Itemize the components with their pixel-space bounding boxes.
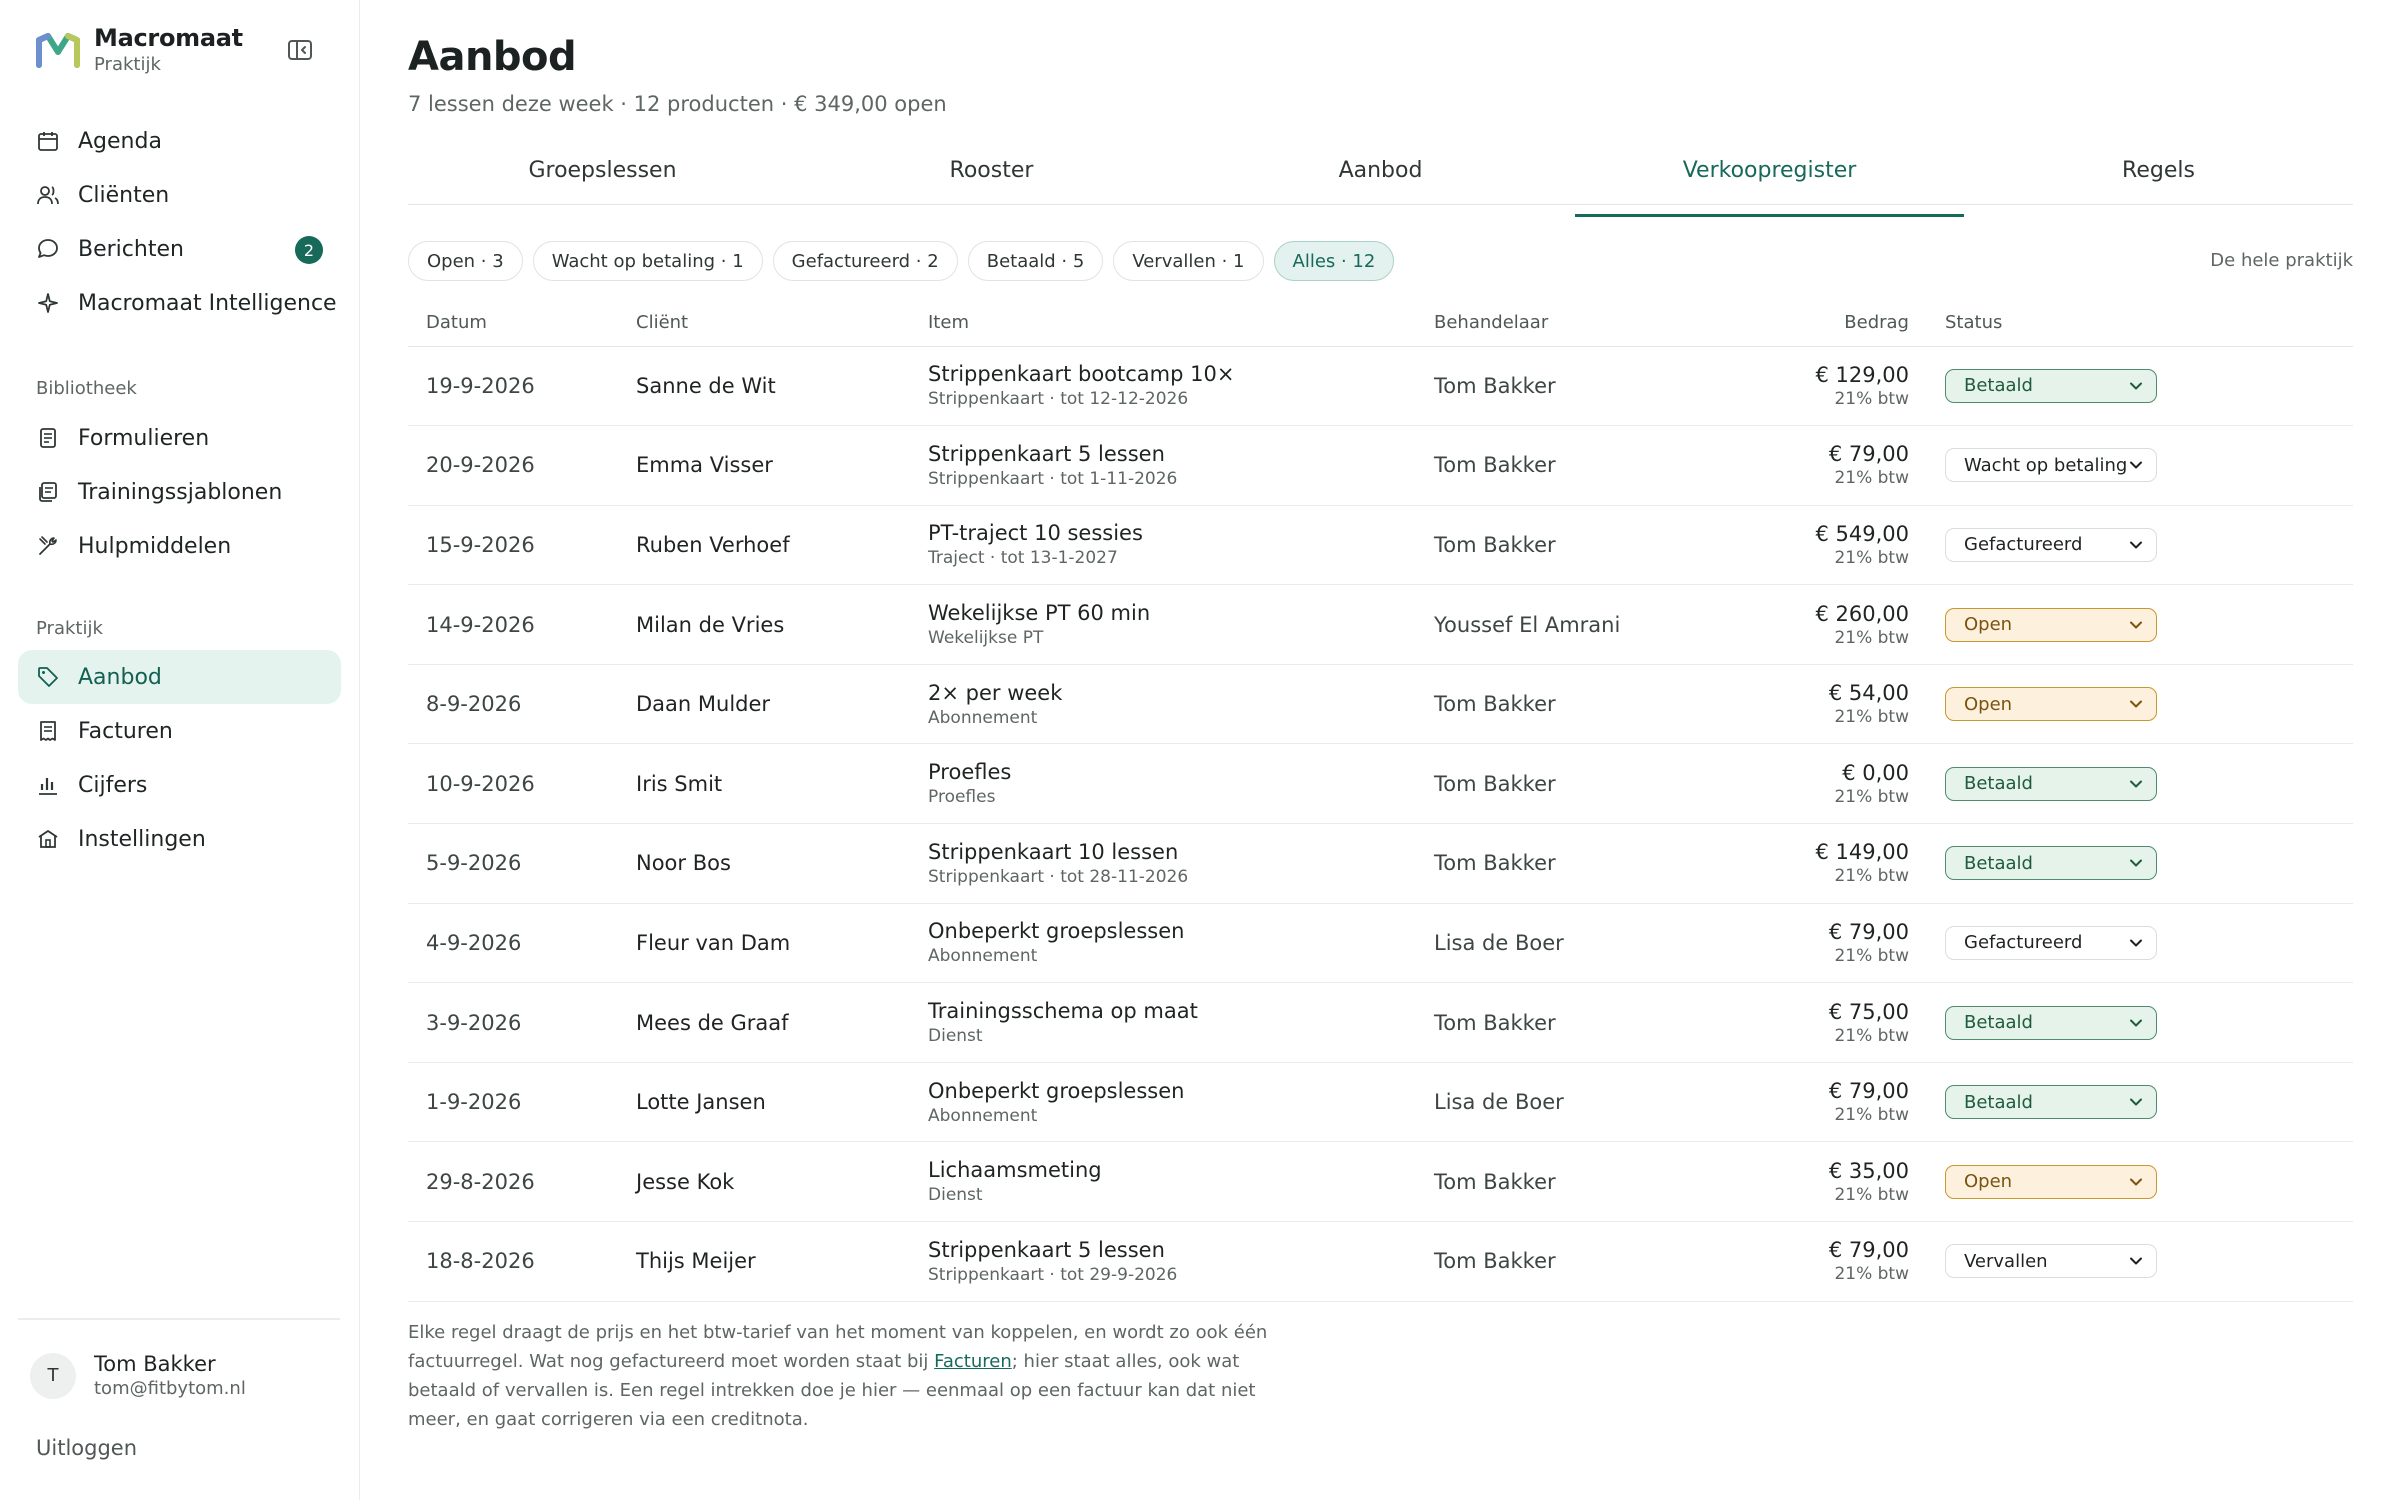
table-row[interactable]: [408, 983, 2353, 1063]
footnote-text: Elke regel draagt de prijs en het btw-tarief van het moment van koppelen, en wordt zo ook één factuurregel. Wat nog gefactureerd moet worden staat bij: [408, 1322, 1268, 1372]
sidebar-item-clienten[interactable]: [18, 168, 341, 222]
chevron-down-icon: [2130, 1178, 2142, 1186]
status-select[interactable]: [1945, 767, 2157, 801]
item-title: Lichaamsmeting: [928, 1158, 1102, 1183]
item-title: Trainingsschema op maat: [928, 999, 1198, 1024]
nav-library: [18, 411, 341, 573]
status-value: Betaald: [1964, 773, 2033, 795]
cell-client: Jesse Kok: [636, 1142, 928, 1222]
chevron-down-icon: [2130, 621, 2142, 629]
status-value: Betaald: [1964, 1091, 2033, 1113]
cell-item: [928, 505, 1434, 585]
item-title: PT-traject 10 sessies: [928, 521, 1143, 546]
table-row[interactable]: [408, 585, 2353, 665]
sidebar-item-label: Cliënten: [78, 182, 170, 208]
cell-practitioner: Lisa de Boer: [1434, 903, 1709, 983]
cell-practitioner: Tom Bakker: [1434, 1142, 1709, 1222]
column-header-client[interactable]: Cliënt: [636, 300, 928, 346]
amount-value: € 54,00: [1828, 681, 1909, 706]
sidebar-item-label: Berichten: [78, 236, 184, 262]
status-value: Gefactureerd: [1964, 932, 2083, 954]
vat-rate: 21% btw: [1834, 1025, 1909, 1046]
item-subtitle: Wekelijkse PT: [928, 628, 1044, 649]
amount-value: € 0,00: [1842, 760, 1909, 785]
vat-rate: 21% btw: [1834, 1105, 1909, 1126]
cell-amount: [1709, 505, 1909, 585]
cell-date: 8-9-2026: [408, 664, 636, 744]
sidebar-item-label: Instellingen: [78, 826, 206, 852]
user-profile[interactable]: [30, 1352, 246, 1399]
sidebar-item-label: Macromaat Intelligence: [78, 290, 337, 316]
status-value: Gefactureerd: [1964, 534, 2083, 556]
status-select[interactable]: [1945, 608, 2157, 642]
sidebar-item-facturen[interactable]: [18, 704, 341, 758]
vat-rate: 21% btw: [1834, 388, 1909, 409]
column-header-item[interactable]: Item: [928, 300, 1434, 346]
section-heading-library: Bibliotheek: [36, 378, 137, 399]
user-name: Tom Bakker: [94, 1352, 216, 1376]
status-select[interactable]: [1945, 1244, 2157, 1278]
cell-client: Daan Mulder: [636, 664, 928, 744]
sidebar-item-formulieren[interactable]: [18, 411, 341, 465]
message-icon: [36, 237, 60, 261]
vat-rate: 21% btw: [1834, 627, 1909, 648]
nav-practice: [18, 650, 341, 866]
item-title: Proefles: [928, 760, 1012, 785]
footnote-text: ; hier staat alles, ook wat betaald of vervallen is. Een regel intrekken doe je hier — eenmaal op een factuur kan dat niet meer, en gaat corrigeren via een creditnota.: [408, 1351, 1256, 1430]
status-value: Open: [1964, 1171, 2013, 1193]
status-value: Betaald: [1964, 375, 2033, 397]
tab-rooster[interactable]: Rooster: [949, 158, 1034, 183]
amount-value: € 75,00: [1828, 999, 1909, 1024]
cell-item: [928, 1062, 1434, 1142]
cell-client: Noor Bos: [636, 824, 928, 904]
vat-rate: 21% btw: [1834, 786, 1909, 807]
sidebar-item-aanbod[interactable]: [18, 650, 341, 704]
cell-date: 15-9-2026: [408, 505, 636, 585]
cell-client: Thijs Meijer: [636, 1222, 928, 1302]
item-title: Strippenkaart 10 lessen: [928, 839, 1179, 864]
user-email: tom@fitbytom.nl: [94, 1378, 246, 1399]
collapse-sidebar-icon[interactable]: [286, 38, 314, 62]
table-row[interactable]: [408, 744, 2353, 824]
tab-aanbod[interactable]: Aanbod: [1338, 158, 1423, 183]
cell-item: [928, 903, 1434, 983]
vat-rate: 21% btw: [1834, 1184, 1909, 1205]
cell-item: [928, 824, 1434, 904]
tools-icon: [36, 534, 60, 558]
cell-status: [1909, 1222, 2353, 1302]
cell-amount: [1709, 983, 1909, 1063]
item-title: 2× per week: [928, 680, 1063, 705]
scope-selector[interactable]: De hele praktijk: [2210, 250, 2353, 271]
vat-rate: 21% btw: [1834, 945, 1909, 966]
amount-value: € 79,00: [1828, 1238, 1909, 1263]
cell-client: Mees de Graaf: [636, 983, 928, 1063]
amount-value: € 129,00: [1815, 362, 1909, 387]
status-value: Open: [1964, 614, 2013, 636]
table-row[interactable]: [408, 505, 2353, 585]
status-select[interactable]: [1945, 1085, 2157, 1119]
status-value: Betaald: [1964, 1012, 2033, 1034]
avatar: T: [30, 1353, 76, 1399]
item-subtitle: Abonnement: [928, 946, 1038, 967]
table-body: [408, 346, 2353, 1301]
cell-client: Milan de Vries: [636, 585, 928, 665]
status-value: Vervallen: [1964, 1250, 2048, 1272]
chevron-down-icon: [2130, 700, 2142, 708]
chevron-down-icon: [2130, 939, 2142, 947]
cell-item: [928, 983, 1434, 1063]
cell-practitioner: Tom Bakker: [1434, 824, 1709, 904]
tab-groepslessen[interactable]: Groepslessen: [528, 158, 677, 183]
amount-value: € 79,00: [1828, 1079, 1909, 1104]
filter-chip-vervallen[interactable]: Vervallen · 1: [1113, 241, 1263, 281]
amount-value: € 149,00: [1815, 840, 1909, 865]
cell-amount: [1709, 1222, 1909, 1302]
vat-rate: 21% btw: [1834, 468, 1909, 489]
tab-regels[interactable]: Regels: [2122, 158, 2195, 183]
status-select[interactable]: [1945, 1165, 2157, 1199]
sales-register-table: [408, 300, 2353, 1302]
sidebar-item-label: Cijfers: [78, 772, 148, 798]
cell-status: [1909, 983, 2353, 1063]
cell-status: [1909, 585, 2353, 665]
item-subtitle: Abonnement: [928, 707, 1038, 728]
cell-amount: [1709, 346, 1909, 426]
filter-chip-betaald[interactable]: Betaald · 5: [968, 241, 1104, 281]
cell-client: Ruben Verhoef: [636, 505, 928, 585]
cell-status: [1909, 505, 2353, 585]
sidebar-item-berichten[interactable]: [18, 222, 341, 276]
cell-status: [1909, 824, 2353, 904]
item-subtitle: Dienst: [928, 1185, 983, 1206]
cell-item: [928, 1222, 1434, 1302]
cell-amount: [1709, 903, 1909, 983]
item-subtitle: Strippenkaart · tot 12-12-2026: [928, 389, 1189, 410]
cell-item: [928, 585, 1434, 665]
cell-practitioner: Tom Bakker: [1434, 664, 1709, 744]
amount-value: € 79,00: [1828, 442, 1909, 467]
sidebar-item-label: Facturen: [78, 718, 173, 744]
cell-status: [1909, 426, 2353, 506]
footnote: [408, 1318, 1288, 1434]
sidebar: [0, 0, 360, 1500]
cell-item: [928, 346, 1434, 426]
cell-date: 5-9-2026: [408, 824, 636, 904]
status-select[interactable]: [1945, 926, 2157, 960]
item-subtitle: Proefles: [928, 787, 996, 808]
logout-link[interactable]: Uitloggen: [36, 1436, 138, 1460]
cell-practitioner: Tom Bakker: [1434, 346, 1709, 426]
cell-status: [1909, 1062, 2353, 1142]
tab-verkoopregister[interactable]: Verkoopregister: [1575, 150, 1964, 204]
status-select[interactable]: [1945, 448, 2157, 482]
item-subtitle: Strippenkaart · tot 28-11-2026: [928, 866, 1189, 887]
cell-date: 20-9-2026: [408, 426, 636, 506]
table-row[interactable]: [408, 1142, 2353, 1222]
status-select[interactable]: [1945, 528, 2157, 562]
chevron-down-icon: [2130, 859, 2142, 867]
sidebar-item-intelligence[interactable]: [18, 276, 341, 330]
status-select[interactable]: [1945, 687, 2157, 721]
status-value: Open: [1964, 693, 2013, 715]
cell-item: [928, 426, 1434, 506]
cell-client: Emma Visser: [636, 426, 928, 506]
sidebar-item-label: Aanbod: [78, 664, 162, 690]
item-title: Onbeperkt groepslessen: [928, 1078, 1185, 1103]
cell-client: Iris Smit: [636, 744, 928, 824]
sidebar-item-cijfers[interactable]: [18, 758, 341, 812]
cell-status: [1909, 664, 2353, 744]
template-icon: [36, 480, 60, 504]
cell-item: [928, 1142, 1434, 1222]
item-subtitle: Strippenkaart · tot 1-11-2026: [928, 468, 1178, 489]
chevron-down-icon: [2130, 1019, 2142, 1027]
sidebar-item-hulpmiddelen[interactable]: [18, 519, 341, 573]
macromaat-logo-icon: [36, 32, 80, 68]
cell-status: [1909, 346, 2353, 426]
filter-chip-gefactureerd[interactable]: Gefactureerd · 2: [773, 241, 958, 281]
status-filters: [408, 241, 1404, 281]
cell-practitioner: Youssef El Amrani: [1434, 585, 1709, 665]
table-row[interactable]: [408, 346, 2353, 426]
amount-value: € 35,00: [1828, 1158, 1909, 1183]
filter-chip-alles[interactable]: Alles · 12: [1274, 241, 1395, 281]
receipt-icon: [36, 719, 60, 743]
sidebar-item-label: Hulpmiddelen: [78, 533, 232, 559]
filter-chip-wacht-op-betaling[interactable]: Wacht op betaling · 1: [533, 241, 763, 281]
sidebar-item-trainingssjablonen[interactable]: [18, 465, 341, 519]
cell-client: Sanne de Wit: [636, 346, 928, 426]
item-subtitle: Strippenkaart · tot 29-9-2026: [928, 1264, 1178, 1285]
cell-amount: [1709, 585, 1909, 665]
cell-practitioner: Tom Bakker: [1434, 983, 1709, 1063]
filter-chip-open[interactable]: Open · 3: [408, 241, 523, 281]
cell-practitioner: Lisa de Boer: [1434, 1062, 1709, 1142]
vat-rate: 21% btw: [1834, 866, 1909, 887]
cell-amount: [1709, 744, 1909, 824]
chevron-down-icon: [2130, 382, 2142, 390]
table-row[interactable]: [408, 903, 2353, 983]
item-subtitle: Abonnement: [928, 1105, 1038, 1126]
column-header-practitioner[interactable]: Behandelaar: [1434, 300, 1709, 346]
brand-name: Macromaat: [94, 24, 243, 52]
cell-amount: [1709, 1142, 1909, 1222]
status-select[interactable]: [1945, 369, 2157, 403]
sidebar-item-instellingen[interactable]: [18, 812, 341, 866]
users-icon: [36, 183, 60, 207]
cell-date: 10-9-2026: [408, 744, 636, 824]
bar-chart-icon: [36, 773, 60, 797]
status-value: Wacht op betaling: [1964, 454, 2128, 476]
column-header-status[interactable]: Status: [1909, 300, 2353, 346]
amount-value: € 260,00: [1815, 601, 1909, 626]
status-select[interactable]: [1945, 1006, 2157, 1040]
unread-badge: 2: [295, 236, 323, 264]
building-icon: [36, 827, 60, 851]
cell-status: [1909, 903, 2353, 983]
cell-status: [1909, 744, 2353, 824]
vat-rate: 21% btw: [1834, 1264, 1909, 1285]
sidebar-item-label: Formulieren: [78, 425, 210, 451]
tag-icon: [36, 665, 60, 689]
item-title: Strippenkaart bootcamp 10×: [928, 362, 1235, 387]
chevron-down-icon: [2130, 461, 2142, 469]
vat-rate: 21% btw: [1834, 547, 1909, 568]
table-row[interactable]: [408, 664, 2353, 744]
table-row[interactable]: [408, 1222, 2353, 1302]
amount-value: € 549,00: [1815, 521, 1909, 546]
sidebar-item-agenda[interactable]: [18, 114, 341, 168]
table-row[interactable]: [408, 824, 2353, 904]
brand[interactable]: [36, 24, 243, 75]
cell-date: 4-9-2026: [408, 903, 636, 983]
amount-value: € 79,00: [1828, 919, 1909, 944]
brand-subtitle: Praktijk: [94, 54, 161, 75]
chevron-down-icon: [2130, 1098, 2142, 1106]
cell-date: 29-8-2026: [408, 1142, 636, 1222]
cell-amount: [1709, 824, 1909, 904]
item-title: Strippenkaart 5 lessen: [928, 1237, 1165, 1262]
sparkle-icon: [36, 291, 60, 315]
item-title: Strippenkaart 5 lessen: [928, 441, 1165, 466]
sidebar-item-label: Trainingssjablonen: [78, 479, 283, 505]
page-title: Aanbod: [408, 34, 577, 80]
item-subtitle: Dienst: [928, 1026, 983, 1047]
chevron-down-icon: [2130, 1257, 2142, 1265]
status-select[interactable]: [1945, 846, 2157, 880]
column-header-date[interactable]: Datum: [408, 300, 636, 346]
tab-bar: [408, 150, 2353, 205]
chevron-down-icon: [2130, 541, 2142, 549]
cell-date: 19-9-2026: [408, 346, 636, 426]
vat-rate: 21% btw: [1834, 707, 1909, 728]
sidebar-divider: [18, 1318, 340, 1320]
sidebar-item-label: Agenda: [78, 128, 162, 154]
item-subtitle: Traject · tot 13-1-2027: [928, 548, 1118, 569]
cell-practitioner: Tom Bakker: [1434, 744, 1709, 824]
cell-client: Lotte Jansen: [636, 1062, 928, 1142]
cell-date: 3-9-2026: [408, 983, 636, 1063]
cell-practitioner: Tom Bakker: [1434, 426, 1709, 506]
cell-amount: [1709, 664, 1909, 744]
cell-item: [928, 664, 1434, 744]
page-subtitle: 7 lessen deze week · 12 producten · € 349,00 open: [408, 92, 947, 116]
cell-amount: [1709, 1062, 1909, 1142]
cell-item: [928, 744, 1434, 824]
item-title: Onbeperkt groepslessen: [928, 919, 1185, 944]
nav-main: [18, 114, 341, 330]
column-header-amount[interactable]: Bedrag: [1709, 300, 1909, 346]
calendar-icon: [36, 129, 60, 153]
section-heading-practice: Praktijk: [36, 618, 103, 639]
table-header-row: [408, 300, 2353, 346]
cell-status: [1909, 1142, 2353, 1222]
facturen-link[interactable]: Facturen: [934, 1351, 1012, 1372]
table-row[interactable]: [408, 1062, 2353, 1142]
table-row[interactable]: [408, 426, 2353, 506]
cell-date: 14-9-2026: [408, 585, 636, 665]
cell-amount: [1709, 426, 1909, 506]
cell-client: Fleur van Dam: [636, 903, 928, 983]
cell-date: 1-9-2026: [408, 1062, 636, 1142]
item-title: Wekelijkse PT 60 min: [928, 601, 1151, 626]
cell-date: 18-8-2026: [408, 1222, 636, 1302]
document-icon: [36, 426, 60, 450]
cell-practitioner: Tom Bakker: [1434, 1222, 1709, 1302]
chevron-down-icon: [2130, 780, 2142, 788]
status-value: Betaald: [1964, 852, 2033, 874]
cell-practitioner: Tom Bakker: [1434, 505, 1709, 585]
